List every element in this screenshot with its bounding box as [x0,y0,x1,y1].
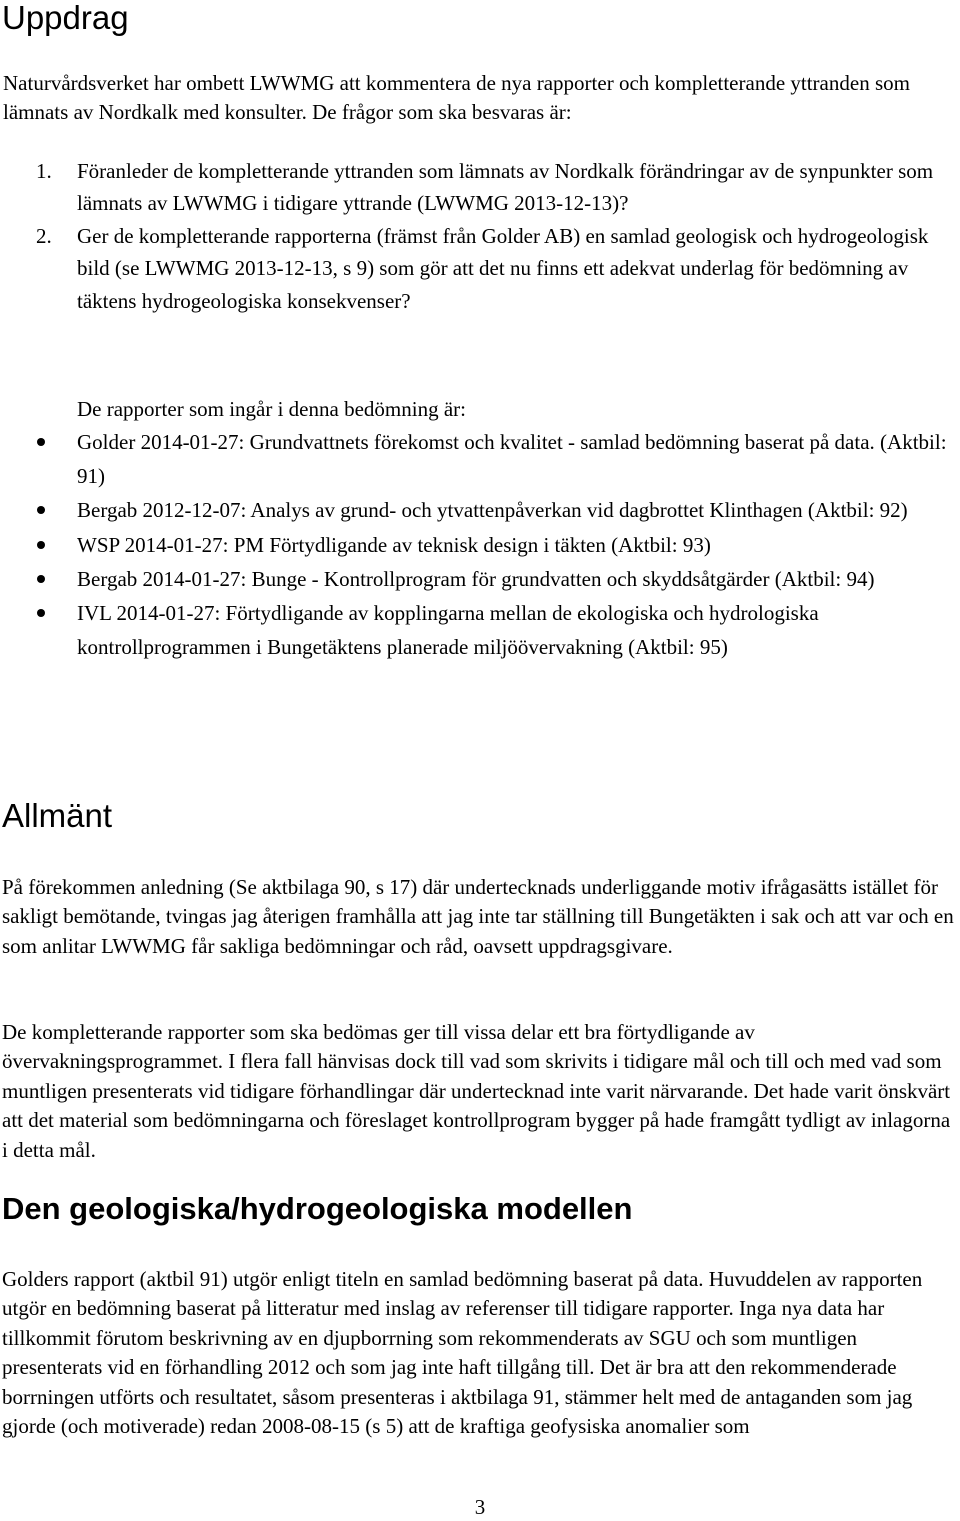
bullet-icon [37,575,45,583]
question-list [36,155,956,317]
report-text: IVL 2014-01-27: Förtydligande av kopplingarna mellan de ekologiska och hydrologiska kontrollprogrammen i Bungetäktens planerade miljöövervakning (Aktbil: 95) [77,601,819,660]
modellen-paragraph: Golders rapport (aktbil 91) utgör enligt titeln en samlad bedömning baserat på data. Huvuddelen av rapporten utgör en bedömning baserat på litteratur med inslag av referenser till tidigare rapporter. Inga nya data har tillkommit förutom beskrivning av en djupborrning som rekommenderats av SGU och som muntligen presenterats vid en förhandling 2012 och som jag inte haft tillgång till. Det är bra att den rekommenderade borrningen utförts och resultatet, såsom presenteras i aktbilaga 91, stämmer helt med de antaganden som jag gjorde (och motiverade) redan 2008-08-15 (s 5) att de kraftiga geofysiska anomalier som [2,1267,923,1439]
allmant-paragraph: De kompletterande rapporter som ska bedömas ger till vissa delar ett bra förtydligande av övervakningsprogrammet. I flera fall hänvisas dock till vad som skrivits i tidigare mål och till och med vad som muntligen presenterats vid tidigare förhandlingar där undertecknad inte varit närvarande. Det hade varit önskvärt att det material som bedömningarna och föreslaget kontrollprogram bygger på hade framgått tydligt av inlagorna i detta mål. [2,1020,951,1162]
question-item [36,220,956,317]
bullet-icon [37,506,45,514]
page-number: 3 [474,1495,486,1519]
bullet-icon [37,541,45,549]
section-heading-allmant: Allmänt [2,797,113,834]
report-text: Bergab 2012-12-07: Analys av grund- och ytvattenpåverkan vid dagbrottet Klinthagen (Aktbil: 92) [77,498,908,523]
question-text: Föranleder de kompletterande yttranden som lämnats av Nordkalk förändringar av de synpunkter som lämnats av LWWMG i tidigare yttrande (LWWMG 2013-12-13)? [77,159,934,216]
report-text: WSP 2014-01-27: PM Förtydligande av teknisk design i täkten (Aktbil: 93) [77,532,711,557]
bullet-icon [37,438,45,446]
report-item [37,596,959,664]
question-item [36,155,956,220]
allmant-paragraph: På förekommen anledning (Se aktbilaga 90, s 17) där undertecknads underliggande motiv ifrågasätts istället för sakligt bemötande, tvingas jag återigen framhålla att jag inte tar ställning till Bungetäkten i sak och att var och en som anlitar LWWMG får sakliga bedömningar och råd, oavsett uppdragsgivare. [2,875,954,958]
intro-paragraph: Naturvårdsverket har ombett LWWMG att kommentera de nya rapporter och kompletterande yttranden som lämnats av Nordkalk med konsulter. De frågor som ska besvaras är: [3,71,910,125]
question-number: 1. [36,159,52,183]
reports-lead: De rapporter som ingår i denna bedömning är: [77,397,466,421]
section-heading-uppdrag: Uppdrag [2,0,129,36]
report-text: Bergab 2014-01-27: Bunge - Kontrollprogram för grundvatten och skyddsåtgärder (Aktbil: 94) [77,566,875,591]
report-item [37,425,959,493]
report-item [37,528,959,562]
question-number: 2. [36,223,52,248]
report-item [37,562,959,596]
bullet-icon [37,609,45,617]
report-text: Golder 2014-01-27: Grundvattnets förekomst och kvalitet - samlad bedömning baserat på data. (Aktbil: 91) [77,430,947,489]
question-text: Ger de kompletterande rapporterna (främst från Golder AB) en samlad geologisk och hydrogeologisk bild (se LWWMG 2013-12-13, s 9) som gör att det nu finns ett adekvat underlag för bedömning av täktens hydrogeologiska konsekvenser? [77,223,929,313]
reports-list [37,425,959,664]
report-item [37,493,959,527]
section-heading-modellen: Den geologiska/hydrogeologiska modellen [2,1191,633,1226]
